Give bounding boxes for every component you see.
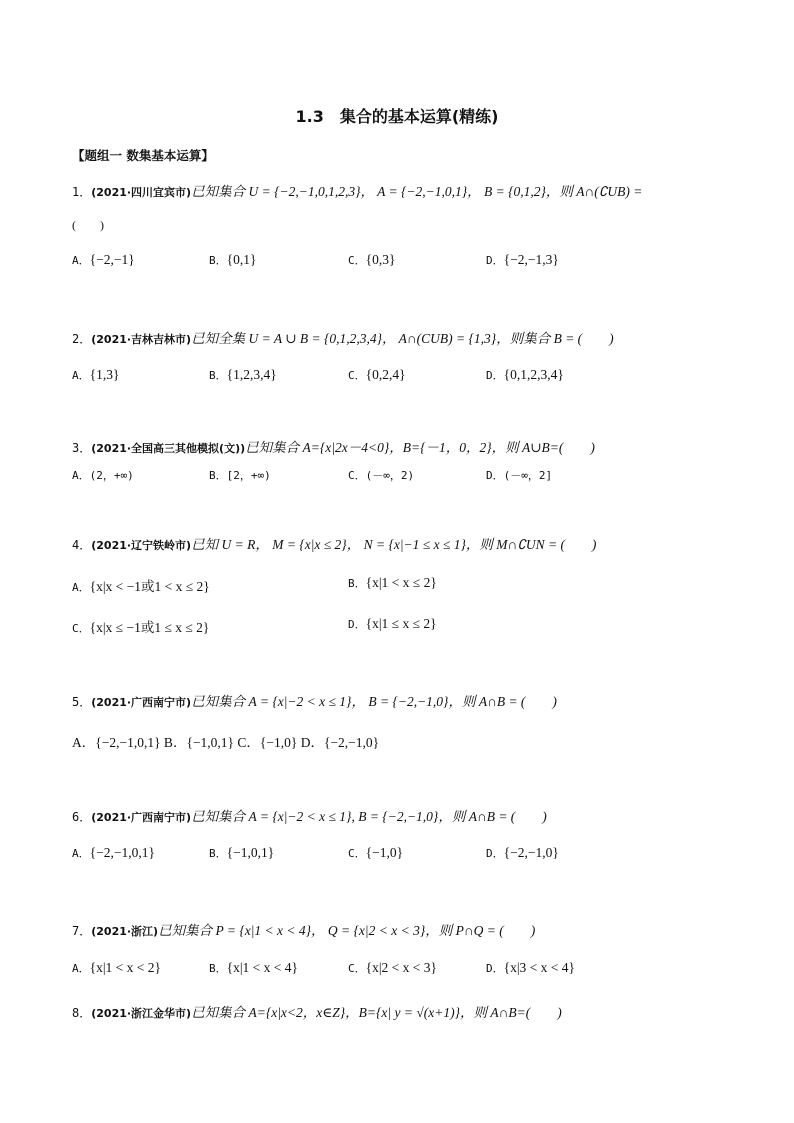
question-source: (2021·辽宁铁岭市) (91, 539, 192, 552)
question-6-option-d: D．{−2,−1,0} (486, 845, 559, 860)
question-source: (2021·广西南宁市) (91, 696, 192, 709)
question-number: 3． (72, 441, 92, 455)
question-8 (72, 1001, 562, 1021)
question-number: 4． (72, 538, 92, 552)
question-source: (2021·浙江) (91, 925, 159, 938)
question-4-option-c: C．{x|x ≤ −1或1 ≤ x ≤ 2} (72, 620, 210, 635)
question-7-option-c: C．{x|2 < x < 3} (348, 960, 438, 975)
question-2-option-a: A．{1,3} (72, 367, 120, 382)
question-5-options: A．{−2,−1,0,1} B．{−1,0,1} C．{−1,0} D．{−2,−1,0} (72, 735, 380, 750)
question-stem: 已知集合 A = {x|−2 < x ≤ 1}, B = {−2,−1,0}，则 A∩B = ( ) (191, 809, 547, 824)
question-source: (2021·广西南宁市) (91, 811, 192, 824)
question-4-option-a: A．{x|x < −1或1 < x ≤ 2} (72, 579, 210, 594)
question-6 (72, 805, 547, 825)
question-4-option-d: D．{x|1 ≤ x ≤ 2} (348, 616, 437, 631)
question-number: 5． (72, 695, 92, 709)
question-number: 6． (72, 810, 92, 824)
question-1-answer-paren: ( ) (72, 218, 104, 232)
question-stem: 已知集合 A={x|x<2，x∈Z}，B={x| y = √(x+1)}，则 A∩B=( ) (191, 1005, 562, 1020)
question-source: (2021·浙江金华市) (91, 1007, 192, 1020)
question-1 (72, 180, 642, 200)
question-stem: 已知集合 A={x|2x－4<0}，B={－1，0，2}，则 A∪B=( ) (245, 440, 595, 455)
question-number: 1． (72, 185, 92, 199)
question-3-option-a: A．(2，+∞) (72, 469, 134, 482)
question-3 (72, 436, 595, 456)
page-title: 1.3 集合的基本运算(精练) (295, 107, 499, 126)
question-number: 8． (72, 1006, 92, 1020)
question-stem: 已知集合 P = {x|1 < x < 4}， Q = {x|2 < x < 3}，则 P∩Q = ( ) (158, 923, 536, 938)
question-stem: 已知集合 U = {−2,−1,0,1,2,3}， A = {−2,−1,0,1}， B = {0,1,2}，则 A∩(∁UB) = (191, 184, 643, 199)
question-1-option-c: C．{0,3} (348, 252, 396, 267)
question-1-option-a: A．{−2,−1} (72, 252, 135, 267)
question-stem: 已知集合 A = {x|−2 < x ≤ 1}， B = {−2,−1,0}，则 A∩B = ( ) (191, 694, 557, 709)
question-2 (72, 327, 614, 347)
question-1-option-d: D．{−2,−1,3} (486, 252, 559, 267)
question-5 (72, 690, 557, 710)
question-source: (2021·四川宜宾市) (91, 186, 192, 199)
question-number: 7． (72, 924, 92, 938)
question-source: (2021·全国高三其他模拟(文)) (91, 442, 246, 455)
section-heading: 【题组一 数集基本运算】 (72, 148, 214, 163)
question-7-option-a: A．{x|1 < x < 2} (72, 960, 162, 975)
question-stem: 已知全集 U = A ∪ B = {0,1,2,3,4}， A∩(CUB) = {1,3}，则集合 B = ( ) (191, 331, 614, 346)
question-6-option-c: C．{−1,0} (348, 845, 404, 860)
question-7-option-d: D．{x|3 < x < 4} (486, 960, 576, 975)
question-3-option-c: C．(－∞，2) (348, 469, 415, 482)
question-number: 2． (72, 332, 92, 346)
question-stem: 已知 U = R， M = {x|x ≤ 2}， N = {x|−1 ≤ x ≤ 1}，则 M∩∁UN = ( ) (191, 537, 597, 552)
question-4-option-b: B．{x|1 < x ≤ 2} (348, 575, 437, 590)
question-4 (72, 533, 596, 553)
question-source: (2021·吉林吉林市) (91, 333, 192, 346)
question-7-option-b: B．{x|1 < x < 4} (209, 960, 299, 975)
question-2-option-b: B．{1,2,3,4} (209, 367, 277, 382)
question-2-option-d: D．{0,1,2,3,4} (486, 367, 564, 382)
question-7 (72, 919, 535, 939)
question-2-option-c: C．{0,2,4} (348, 367, 406, 382)
question-3-option-b: B．[2，+∞) (209, 469, 271, 482)
question-6-option-a: A．{−2,−1,0,1} (72, 845, 155, 860)
question-3-option-d: D．(－∞，2] (486, 469, 553, 482)
question-6-option-b: B．{−1,0,1} (209, 845, 275, 860)
question-1-option-b: B．{0,1} (209, 252, 257, 267)
